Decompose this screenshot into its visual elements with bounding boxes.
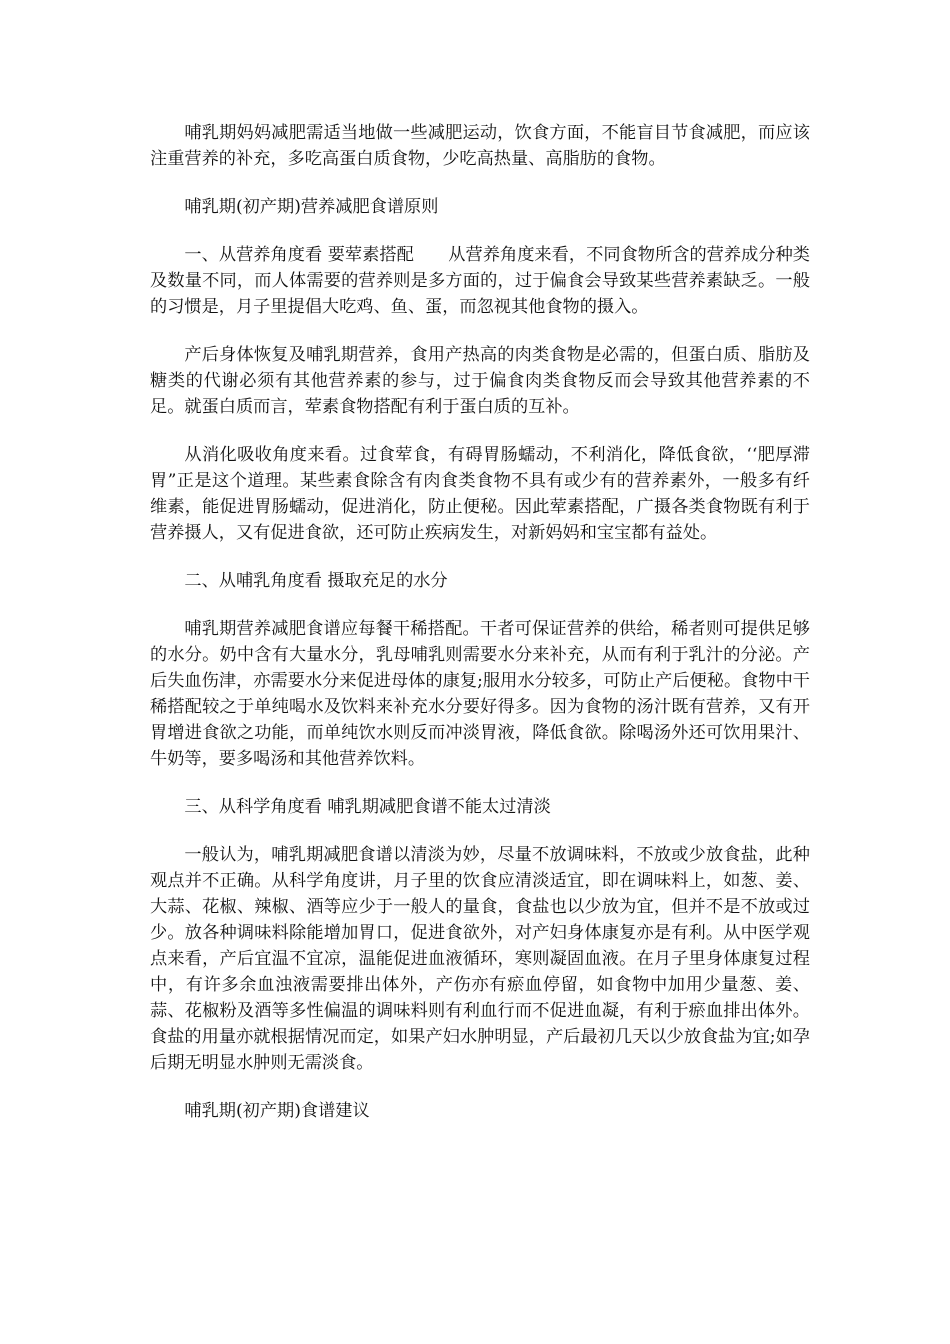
intro-paragraph: 哺乳期妈妈减肥需适当地做一些减肥运动，饮食方面，不能盲目节食减肥，而应该注重营养的补充，多吃高蛋白质食物，少吃高热量、高脂肪的食物。 — [150, 123, 810, 169]
principle-3-heading: 三、从科学角度看 哺乳期减肥食谱不能太过清淡 — [184, 797, 551, 817]
seasoning-paragraph: 一般认为，哺乳期减肥食谱以清淡为妙，尽量不放调味料，不放或少放食盐，此种观点并不正确。从科学角度讲，月子里的饮食应清淡适宜，即在调味料上，如葱、姜、大蒜、花椒、辣椒、酒等应少于一般人的量食，食盐也以少放为宜，但并不是不放或过少。放各种调味料除能增加胃口，促进食欲外，对产妇身体康复亦是有利。从中医学观点来看，产后宜温不宜凉，温能促进血液循环，寒则凝固血液。在月子里身体康复过程中，有许多余血浊液需要排出体外，产伤亦有瘀血停留，如食物中加用少量葱、姜、蒜、花椒粉及酒等多性偏温的调味料则有利血行而不促进血凝，有利于瘀血排出体外。食盐的用量亦就根据情况而定，如果产妇水肿明显，产后最初几天以少放食盐为宜;如孕后期无明显水肿则无需淡食。 — [150, 845, 810, 1073]
principle-1-detail-paragraph: 产后身体恢复及哺乳期营养，食用产热高的肉类食物是必需的，但蛋白质、脂肪及糖类的代谢必须有其他营养素的参与，过于偏食肉类食物反而会导致其他营养素的不足。就蛋白质而言，荤素食物搭配有利于蛋白质的互补。 — [150, 345, 810, 417]
section-heading-recipes: 哺乳期(初产期)食谱建议 — [184, 1101, 370, 1121]
digestion-paragraph: 从消化吸收角度来看。过食荤食，有碍胃肠蠕动，不利消化，降低食欲，‘‘肥厚滞胃”正是这个道理。某些素食除含有肉食类食物不具有或少有的营养素外，一般多有纤维素，能促进胃肠蠕动，促进消化，防止便秘。因此荤素搭配，广摄各类食物既有利于营养摄人，又有促进食欲，还可防止疾病发生，对新妈妈和宝宝都有益处。 — [150, 445, 810, 543]
principle-2-heading: 二、从哺乳角度看 摄取充足的水分 — [184, 571, 448, 591]
water-paragraph: 哺乳期营养减肥食谱应每餐干稀搭配。干者可保证营养的供给，稀者则可提供足够的水分。奶中含有大量水分，乳母哺乳则需要水分来补充，从而有利于乳汁的分泌。产后失血伤津，亦需要水分来促进母体的康复;服用水分较多，可防止产后便秘。食物中干稀搭配较之于单纯喝水及饮料来补充水分要好得多。因为食物的汤汁既有营养，又有开胃增进食欲之功能，而单纯饮水则反而冲淡胃液，降低食欲。除喝汤外还可饮用果汁、牛奶等，要多喝汤和其他营养饮料。 — [150, 619, 810, 769]
section-heading-principles: 哺乳期(初产期)营养减肥食谱原则 — [184, 197, 439, 217]
document-page — [150, 120, 810, 1124]
principle-1-paragraph: 一、从营养角度看 要荤素搭配 从营养角度来看，不同食物所含的营养成分种类及数量不同，而人体需要的营养则是多方面的，过于偏食会导致某些营养素缺乏。一般的习惯是，月子里提倡大吃鸡、鱼、蛋，而忽视其他食物的摄入。 — [150, 245, 810, 317]
